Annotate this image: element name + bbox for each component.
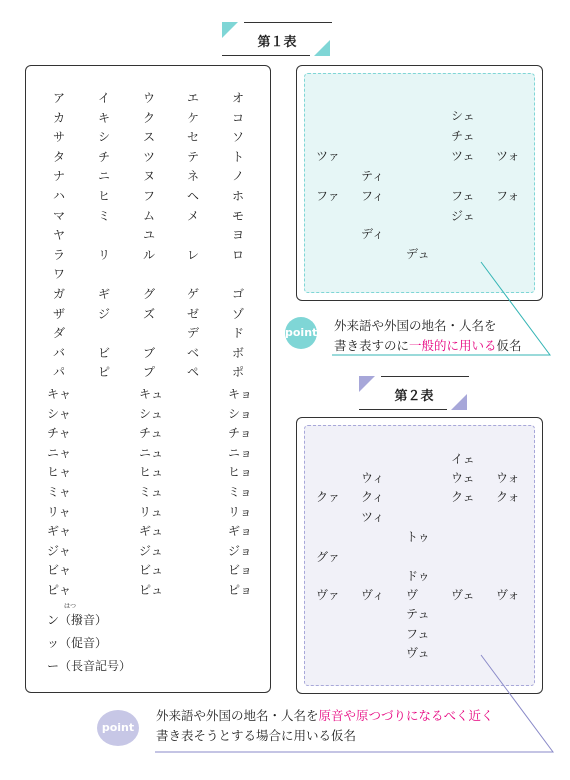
kana-cell: エ: [187, 91, 200, 105]
youon-cell: ビュ: [139, 563, 164, 578]
youon-cell: ビョ: [228, 563, 253, 578]
kana-cell: タ: [53, 149, 66, 164]
kana-cell: ロ: [232, 247, 245, 262]
kana-cell: プ: [143, 365, 156, 380]
kana-cell: リ: [98, 247, 111, 262]
kana-vyu: ヴュ: [406, 646, 430, 660]
kana-cell: ノ: [232, 169, 245, 184]
youon-cell: ミョ: [228, 485, 252, 499]
kana-cell: ズ: [143, 306, 156, 321]
kana-cell: ニ: [98, 169, 111, 184]
kana-cell: オ: [232, 91, 245, 105]
point-label-2: point: [101, 721, 135, 734]
youon-cell: ニュ: [139, 445, 164, 460]
kana-cell: ト: [232, 149, 245, 164]
kana-cell: ケ: [187, 110, 200, 125]
kana-ti: ティ: [361, 169, 385, 183]
kana-cell: カ: [53, 110, 66, 125]
kana-va: ヴァ: [316, 588, 340, 602]
youon-cell: ジャ: [47, 543, 71, 558]
youon-cell: ミャ: [47, 485, 71, 499]
kana-cell: モ: [232, 208, 245, 223]
kana-tse: ツェ: [451, 149, 475, 163]
youon-cell: ピョ: [228, 583, 253, 597]
kana-cell: ゲ: [187, 287, 200, 301]
kana-cell: ダ: [53, 326, 66, 341]
youon-cell: ギャ: [47, 524, 72, 539]
youon-cell: ニョ: [228, 445, 253, 460]
youon-cell: キュ: [139, 387, 164, 401]
kana-di: ディ: [361, 227, 385, 241]
special-sokuon: ッ（促音）: [47, 636, 108, 650]
kana-cell: ザ: [53, 306, 66, 321]
kana-cell: ブ: [143, 345, 156, 360]
kana-she: シェ: [451, 109, 475, 123]
kana-vi: ヴィ: [361, 588, 385, 602]
kana-cell: ヒ: [98, 189, 111, 203]
kana-cell: ア: [53, 91, 66, 105]
youon-cell: ギュ: [139, 524, 164, 539]
youon-cell: シュ: [139, 406, 163, 421]
kana-cell: ハ: [53, 189, 66, 203]
kana-vo: ヴォ: [496, 588, 520, 602]
kana-cell: メ: [187, 208, 200, 223]
kana-cell: ゴ: [232, 287, 245, 301]
kana-cell: ホ: [232, 189, 245, 203]
kana-fi: フィ: [361, 189, 385, 203]
table1-connector-line: [332, 262, 550, 355]
youon-cell: ジョ: [228, 543, 252, 558]
kana-fyu: フュ: [406, 627, 430, 641]
kana-cell: ナ: [53, 169, 66, 184]
kana-cell: ガ: [53, 287, 66, 301]
kana-cell: ゾ: [232, 306, 245, 321]
table2-title: 第２表: [394, 389, 434, 404]
kana-cell: イ: [98, 91, 111, 105]
kana-cell: ビ: [98, 345, 111, 360]
table1-note-line2: 書き表すのに一般的に用いる仮名: [334, 338, 522, 353]
kana-cell: ム: [143, 208, 156, 223]
kana-cell: セ: [187, 130, 200, 145]
kana-wo: ウォ: [496, 471, 520, 485]
kana-cell: バ: [53, 345, 66, 360]
kana-cell: ラ: [53, 247, 66, 262]
youon-cell: ビャ: [47, 563, 72, 578]
kana-ve: ヴェ: [451, 588, 475, 602]
kana-cell: ウ: [143, 91, 156, 105]
kana-cell: ネ: [187, 169, 200, 184]
table1-note-highlight: 一般的に用いる: [409, 338, 497, 353]
youon-cell: チュ: [139, 426, 163, 441]
kana-cell: ド: [232, 326, 245, 341]
kana-cell: シ: [98, 130, 111, 145]
table2-connector-line: [155, 655, 553, 752]
kana-cell: キ: [98, 110, 111, 125]
kana-cell: ベ: [187, 345, 200, 360]
kana-cell: ヘ: [187, 189, 200, 203]
youon-cell: リュ: [139, 504, 163, 519]
youon-cell: ジュ: [139, 543, 163, 558]
kana-tsa: ツァ: [316, 149, 340, 163]
special-choon: ー（長音記号）: [47, 659, 132, 673]
kana-gwa: グァ: [316, 550, 341, 564]
kana-cell: ス: [143, 130, 156, 145]
kana-fa: ファ: [316, 189, 340, 203]
kana-cell: ゼ: [187, 306, 200, 321]
youon-cell: チャ: [47, 426, 71, 441]
kana-tu: トゥ: [406, 530, 430, 544]
table1-title: 第１表: [257, 35, 297, 50]
kana-kwi: クィ: [361, 490, 385, 504]
youon-cell: ミュ: [139, 485, 163, 499]
kana-cell: ヤ: [53, 228, 66, 243]
ruby-hatsu: はつ: [64, 603, 77, 610]
kana-we: ウェ: [451, 471, 475, 485]
youon-cell: ピュ: [139, 583, 164, 597]
kana-tyu: テュ: [406, 607, 430, 621]
kana-cell: ヨ: [232, 228, 245, 243]
kana-cell: ソ: [232, 130, 245, 145]
kana-cell: ピ: [98, 365, 111, 380]
table2-note-line1: 外来語や外国の地名・人名を原音や原つづりになるべく近く: [156, 708, 494, 723]
kana-du: ドゥ: [406, 569, 430, 583]
special-hatsuon: ン（撥音）: [47, 613, 108, 627]
kana-cell: グ: [143, 287, 156, 301]
youon-cell: リャ: [47, 504, 71, 519]
kana-ye: イェ: [451, 452, 475, 466]
kana-cell: パ: [53, 365, 66, 380]
kana-cell: ユ: [143, 228, 156, 243]
youon-cell: ニャ: [47, 445, 72, 460]
kana-cell: テ: [187, 149, 200, 164]
point-label-1: point: [285, 326, 318, 339]
kana-cell: ワ: [53, 267, 66, 282]
kana-tsi: ツィ: [361, 510, 385, 524]
kana-je: ジェ: [451, 209, 475, 223]
kana-cell: ル: [143, 247, 156, 262]
kana-cell: ギ: [98, 287, 111, 301]
kana-fo: フォ: [496, 189, 520, 203]
table2-note-highlight: 原音や原つづりになるべく近く: [318, 708, 494, 723]
kana-tso: ツォ: [496, 149, 520, 163]
kana-cell: フ: [143, 189, 156, 203]
youon-cell: ギョ: [228, 524, 253, 539]
youon-cell: ヒャ: [47, 465, 72, 480]
kana-cell: ポ: [232, 365, 245, 380]
youon-cell: シャ: [47, 406, 71, 421]
youon-cell: ヒョ: [228, 465, 253, 480]
youon-cell: ヒュ: [139, 465, 164, 480]
kana-kwe: クェ: [451, 490, 475, 504]
kana-cell: ペ: [187, 365, 200, 380]
kana-cell: デ: [187, 326, 200, 341]
table1-note-line1: 外来語や外国の地名・人名を: [334, 318, 497, 333]
youon-cell: チョ: [228, 426, 252, 441]
kana-kwa: クァ: [316, 490, 341, 504]
kana-cell: レ: [187, 247, 200, 262]
kana-che: チェ: [451, 129, 475, 143]
kana-cell: ボ: [232, 345, 245, 360]
kana-cell: ジ: [98, 306, 111, 321]
youon-cell: キョ: [228, 387, 253, 401]
kana-cell: サ: [53, 130, 66, 145]
youon-cell: リョ: [228, 504, 252, 519]
kana-cell: マ: [53, 208, 66, 223]
table2-note-line2: 書き表そうとする場合に用いる仮名: [156, 728, 357, 743]
kana-fe: フェ: [451, 189, 475, 203]
kana-cell: コ: [232, 110, 245, 125]
kana-cell: チ: [98, 149, 111, 164]
kana-kwo: クォ: [496, 490, 520, 504]
kana-cell: ツ: [143, 149, 156, 164]
kana-cell: ミ: [98, 208, 111, 223]
kana-wi: ウィ: [361, 471, 385, 485]
kana-dyu: デュ: [406, 247, 430, 261]
kana-cell: ヌ: [143, 169, 156, 184]
youon-cell: ピャ: [47, 583, 72, 597]
youon-cell: ショ: [228, 406, 252, 421]
youon-cell: キャ: [47, 387, 72, 401]
kana-cell: ク: [143, 110, 156, 125]
kana-vu: ヴ: [406, 588, 419, 602]
